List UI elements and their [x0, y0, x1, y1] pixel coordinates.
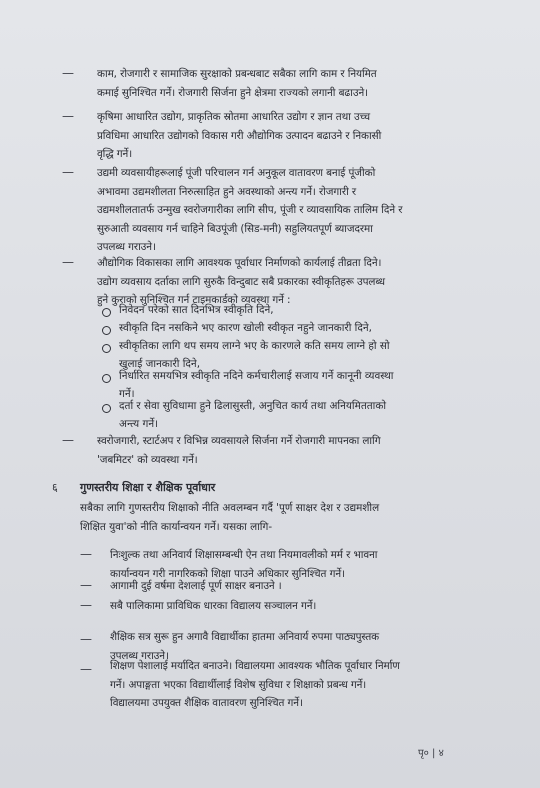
bullet-employment — [97, 65, 377, 102]
text-line: उपलब्ध गराउने। — [110, 649, 169, 662]
text-line: सबै पालिकामा प्राविधिक धारका विद्यालय सञ्चालन गर्ने। — [110, 600, 317, 612]
section-intro — [80, 499, 379, 537]
text-line: स्वीकृतिका लागि थप समय लाग्ने भए के कारणले कति समय लाग्ने हो सो — [119, 340, 390, 352]
bullet-full-literacy — [110, 577, 282, 596]
text-line: कृषिमा आधारित उद्योग, प्राकृतिक स्रोतमा आधारित उद्योग र ज्ञान तथा उच्च — [97, 111, 370, 123]
text-line: स्वीकृति दिन नसकिने भए कारण खोली स्वीकृत नहुने जानकारी दिने, — [119, 322, 372, 334]
subitem-end-delays — [119, 398, 386, 433]
text-line: गर्ने। अपाङ्गता भएका विद्यार्थीलाई विशेष सुविधा र शिक्षाको प्रबन्ध गर्ने। — [110, 678, 367, 691]
section-number: ६ — [52, 481, 58, 494]
text-line: गर्ने। — [119, 387, 135, 400]
text-line: सुरुआती व्यवसाय गर्न चाहिने बिउपूंजी (सिड-मनी) सहुलियतपूर्ण ब्याजदरमा — [97, 222, 373, 235]
bullet-entrepreneurs — [97, 164, 402, 257]
dash-marker: — — [62, 66, 73, 80]
dash-marker: — — [62, 109, 73, 123]
dash-marker: — — [80, 632, 91, 646]
text-line: कमाई सुनिश्चित गर्ने। रोजगारी सिर्जना हुने क्षेत्रमा राज्यको लगानी बढाउने। — [97, 86, 368, 99]
subitem-rejection-notice — [119, 320, 372, 338]
text-line: निवेदन परेको सात दिनभित्र स्वीकृति दिने, — [119, 304, 274, 316]
bullet-jobmeter — [97, 432, 380, 469]
text-line: 'जबमिटर' को व्यवस्था गर्ने। — [97, 453, 198, 466]
subitem-approval-seven-days — [119, 302, 274, 320]
page-number: पृ० | ४ — [418, 748, 444, 759]
text-line: सबैका लागि गुणस्तरीय शिक्षाको नीति अवलम्बन गर्दै 'पूर्ण साक्षर देश र उद्यमशील — [80, 502, 380, 514]
text-line: अभावमा उद्यमशीलता निरुत्साहित हुने अवस्थाको अन्त्य गर्ने। रोजगारी र — [97, 185, 357, 198]
dash-marker: — — [62, 165, 73, 179]
circle-bullet-icon — [102, 308, 111, 317]
text-line: खुलाई जानकारी दिने, — [119, 357, 201, 370]
text-line: आगामी दुई वर्षमा देशलाई पूर्ण साक्षर बनाउने । — [110, 580, 282, 592]
dash-marker: — — [80, 547, 91, 561]
circle-bullet-icon — [102, 326, 111, 335]
text-line: निर्धारित समयभित्र स्वीकृति नदिने कर्मचारीलाई सजाय गर्ने कानूनी व्यवस्था — [119, 370, 394, 382]
dash-marker: — — [62, 433, 73, 447]
dash-marker: — — [80, 598, 91, 612]
text-line: शिक्षण पेशालाई मर्यादित बनाउने। विद्यालयमा आवश्यक भौतिक पूर्वाधार निर्माण — [110, 660, 400, 672]
text-line: अन्त्य गर्ने। — [119, 417, 159, 430]
text-line: शिक्षित युवा'को नीति कार्यान्वयन गर्ने। यसका लागि- — [80, 521, 273, 533]
text-line: विद्यालयमा उपयुक्त शैक्षिक वातावरण सुनिश्चित गर्ने। — [110, 697, 303, 709]
circle-bullet-icon — [102, 404, 111, 413]
dash-marker: — — [62, 255, 73, 269]
text-line: हुने कुराको सुनिश्चित गर्न टाइमकार्डको व्यवस्था गर्ने : — [97, 294, 291, 306]
text-line: दर्ता र सेवा सुविधामा हुने ढिलासुस्ती, अनुचित कार्य तथा अनियमितताको — [119, 400, 387, 412]
text-line: स्वरोजगारी, स्टार्टअप र विभिन्न व्यवसायले सिर्जना गर्ने रोजगारी मापनका लागि — [97, 435, 381, 447]
bullet-industry — [97, 108, 381, 164]
text-line: प्रविधिमा आधारित उद्योगको विकास गरी औद्योगिक उत्पादन बढाउने र निकासी — [97, 129, 382, 142]
dash-marker: — — [80, 662, 91, 676]
bullet-technical-schools — [110, 597, 316, 616]
dash-marker: — — [80, 578, 91, 592]
text-line: उद्योग व्यवसाय दर्ताका लागि सुरुकै विन्दुबाट सबै प्रकारका स्वीकृतिहरू उपलब्ध — [97, 275, 385, 288]
circle-bullet-icon — [102, 374, 111, 383]
section-heading: गुणस्तरीय शिक्षा र शैक्षिक पूर्वाधार — [80, 481, 216, 494]
text-line: निःशुल्क तथा अनिवार्य शिक्षासम्बन्धी ऐन तथा नियमावलीको मर्म र भावना — [110, 549, 378, 561]
text-line: उद्यमशीलतातर्फ उन्मुख स्वरोजगारीका लागि सीप, पूंजी र व्यावसायिक तालिम दिने र — [97, 204, 403, 216]
text-line: कार्यान्वयन गरी नागरिकको शिक्षा पाउने अधिकार सुनिश्चित गर्ने। — [110, 567, 345, 580]
bullet-teaching-profession — [110, 657, 400, 713]
text-line: उपलब्ध गराउने। — [97, 241, 156, 253]
text-line: उद्यमी व्यवसायीहरूलाई पूंजी परिचालन गर्न अनुकूल वातावरण बनाई पूंजीको — [97, 167, 376, 179]
text-line: वृद्धि गर्ने। — [97, 148, 133, 160]
text-line: काम, रोजगारी र सामाजिक सुरक्षाको प्रबन्धबाट सबैका लागि काम र नियमित — [97, 68, 377, 80]
text-line: शैक्षिक सत्र सुरू हुन अगावै विद्यार्थीका हातमा अनिवार्य रुपमा पाठ्यपुस्तक — [110, 631, 380, 643]
circle-bullet-icon — [102, 344, 111, 353]
text-line: औद्योगिक विकासका लागि आवश्यक पूर्वाधार निर्माणको कार्यलाई तीव्रता दिने। — [97, 257, 382, 269]
